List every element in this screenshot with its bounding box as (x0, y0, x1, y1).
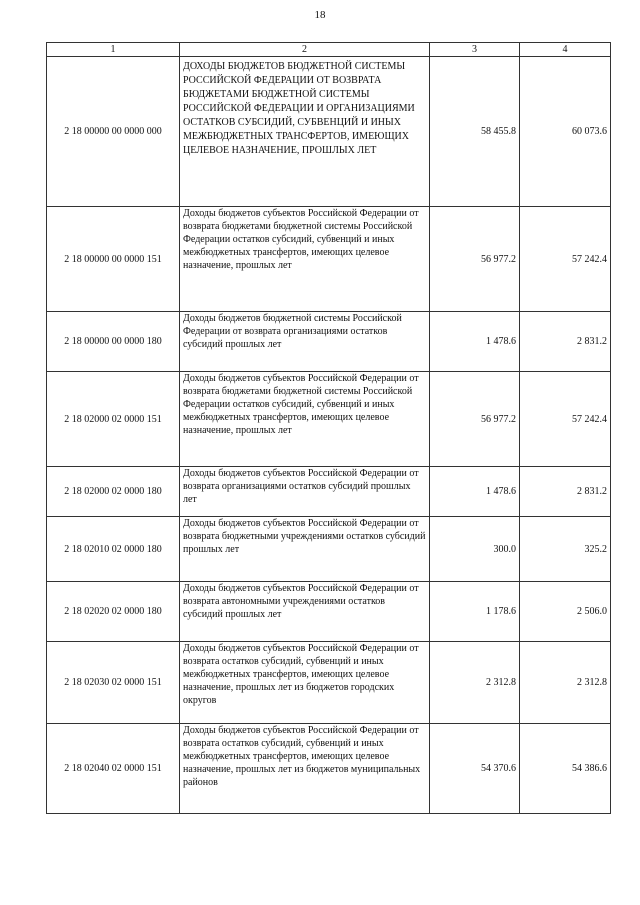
description: Доходы бюджетов субъектов Российской Федерации от возврата автономными учреждениями остатков субсидий прошлых лет (180, 582, 430, 642)
description: Доходы бюджетов субъектов Российской Федерации от возврата бюджетами бюджетной системы Российской Федерации остатков субсидий, субвенций и иных межбюджетных трансфертов, имеющих целевое назначение, прошлых лет (180, 372, 430, 467)
value-col-3: 300.0 (430, 517, 520, 582)
value-col-4: 2 831.2 (520, 467, 611, 517)
value-col-4: 54 386.6 (520, 724, 611, 814)
table-row (47, 517, 611, 582)
column-header-row (47, 43, 611, 57)
table-row (47, 582, 611, 642)
value-col-3: 58 455.8 (430, 57, 520, 207)
budget-code: 2 18 00000 00 0000 151 (47, 207, 180, 312)
value-col-3: 1 478.6 (430, 312, 520, 372)
table-row (47, 57, 611, 207)
budget-code: 2 18 00000 00 0000 000 (47, 57, 180, 207)
value-col-4: 57 242.4 (520, 372, 611, 467)
table-row (47, 467, 611, 517)
value-col-4: 2 312.8 (520, 642, 611, 724)
value-col-3: 1 178.6 (430, 582, 520, 642)
value-col-4: 2 831.2 (520, 312, 611, 372)
value-col-3: 54 370.6 (430, 724, 520, 814)
table-row (47, 312, 611, 372)
budget-table (46, 42, 611, 814)
description: Доходы бюджетов субъектов Российской Федерации от возврата организациями остатков субсидий прошлых лет (180, 467, 430, 517)
budget-code: 2 18 00000 00 0000 180 (47, 312, 180, 372)
budget-code: 2 18 02000 02 0000 180 (47, 467, 180, 517)
column-header-2: 2 (180, 43, 430, 57)
budget-code: 2 18 02010 02 0000 180 (47, 517, 180, 582)
value-col-4: 57 242.4 (520, 207, 611, 312)
table-row (47, 207, 611, 312)
description: ДОХОДЫ БЮДЖЕТОВ БЮДЖЕТНОЙ СИСТЕМЫ РОССИЙСКОЙ ФЕДЕРАЦИИ ОТ ВОЗВРАТА БЮДЖЕТАМИ БЮДЖЕТНОЙ СИСТЕМЫ РОССИЙСКОЙ ФЕДЕРАЦИИ И ОРГАНИЗАЦИЯМИ ОСТАТКОВ СУБСИДИЙ, СУБВЕНЦИЙ И ИНЫХ МЕЖБЮДЖЕТНЫХ ТРАНСФЕРТОВ, ИМЕЮЩИХ ЦЕЛЕВОЕ НАЗНАЧЕНИЕ, ПРОШЛЫХ ЛЕТ (180, 57, 430, 207)
value-col-4: 2 506.0 (520, 582, 611, 642)
value-col-3: 56 977.2 (430, 372, 520, 467)
description: Доходы бюджетов бюджетной системы Российской Федерации от возврата организациями остатков субсидий прошлых лет (180, 312, 430, 372)
column-header-4: 4 (520, 43, 611, 57)
value-col-4: 325.2 (520, 517, 611, 582)
description: Доходы бюджетов субъектов Российской Федерации от возврата остатков субсидий, субвенций и иных межбюджетных трансфертов, имеющих целевое назначение, прошлых лет из бюджетов городских округов (180, 642, 430, 724)
value-col-3: 2 312.8 (430, 642, 520, 724)
column-header-3: 3 (430, 43, 520, 57)
value-col-4: 60 073.6 (520, 57, 611, 207)
table-row (47, 724, 611, 814)
column-header-1: 1 (47, 43, 180, 57)
budget-code: 2 18 02030 02 0000 151 (47, 642, 180, 724)
description: Доходы бюджетов субъектов Российской Федерации от возврата бюджетами бюджетной системы Российской Федерации остатков субсидий, субвенций и иных межбюджетных трансфертов, имеющих целевое назначение, прошлых лет (180, 207, 430, 312)
description: Доходы бюджетов субъектов Российской Федерации от возврата бюджетными учреждениями остатков субсидий прошлых лет (180, 517, 430, 582)
value-col-3: 56 977.2 (430, 207, 520, 312)
page-number: 18 (314, 9, 326, 21)
value-col-3: 1 478.6 (430, 467, 520, 517)
budget-code: 2 18 02040 02 0000 151 (47, 724, 180, 814)
table-row (47, 642, 611, 724)
budget-code: 2 18 02000 02 0000 151 (47, 372, 180, 467)
description: Доходы бюджетов субъектов Российской Федерации от возврата остатков субсидий, субвенций и иных межбюджетных трансфертов, имеющих целевое назначение, прошлых лет из бюджетов муниципальных районов (180, 724, 430, 814)
budget-code: 2 18 02020 02 0000 180 (47, 582, 180, 642)
table-row (47, 372, 611, 467)
